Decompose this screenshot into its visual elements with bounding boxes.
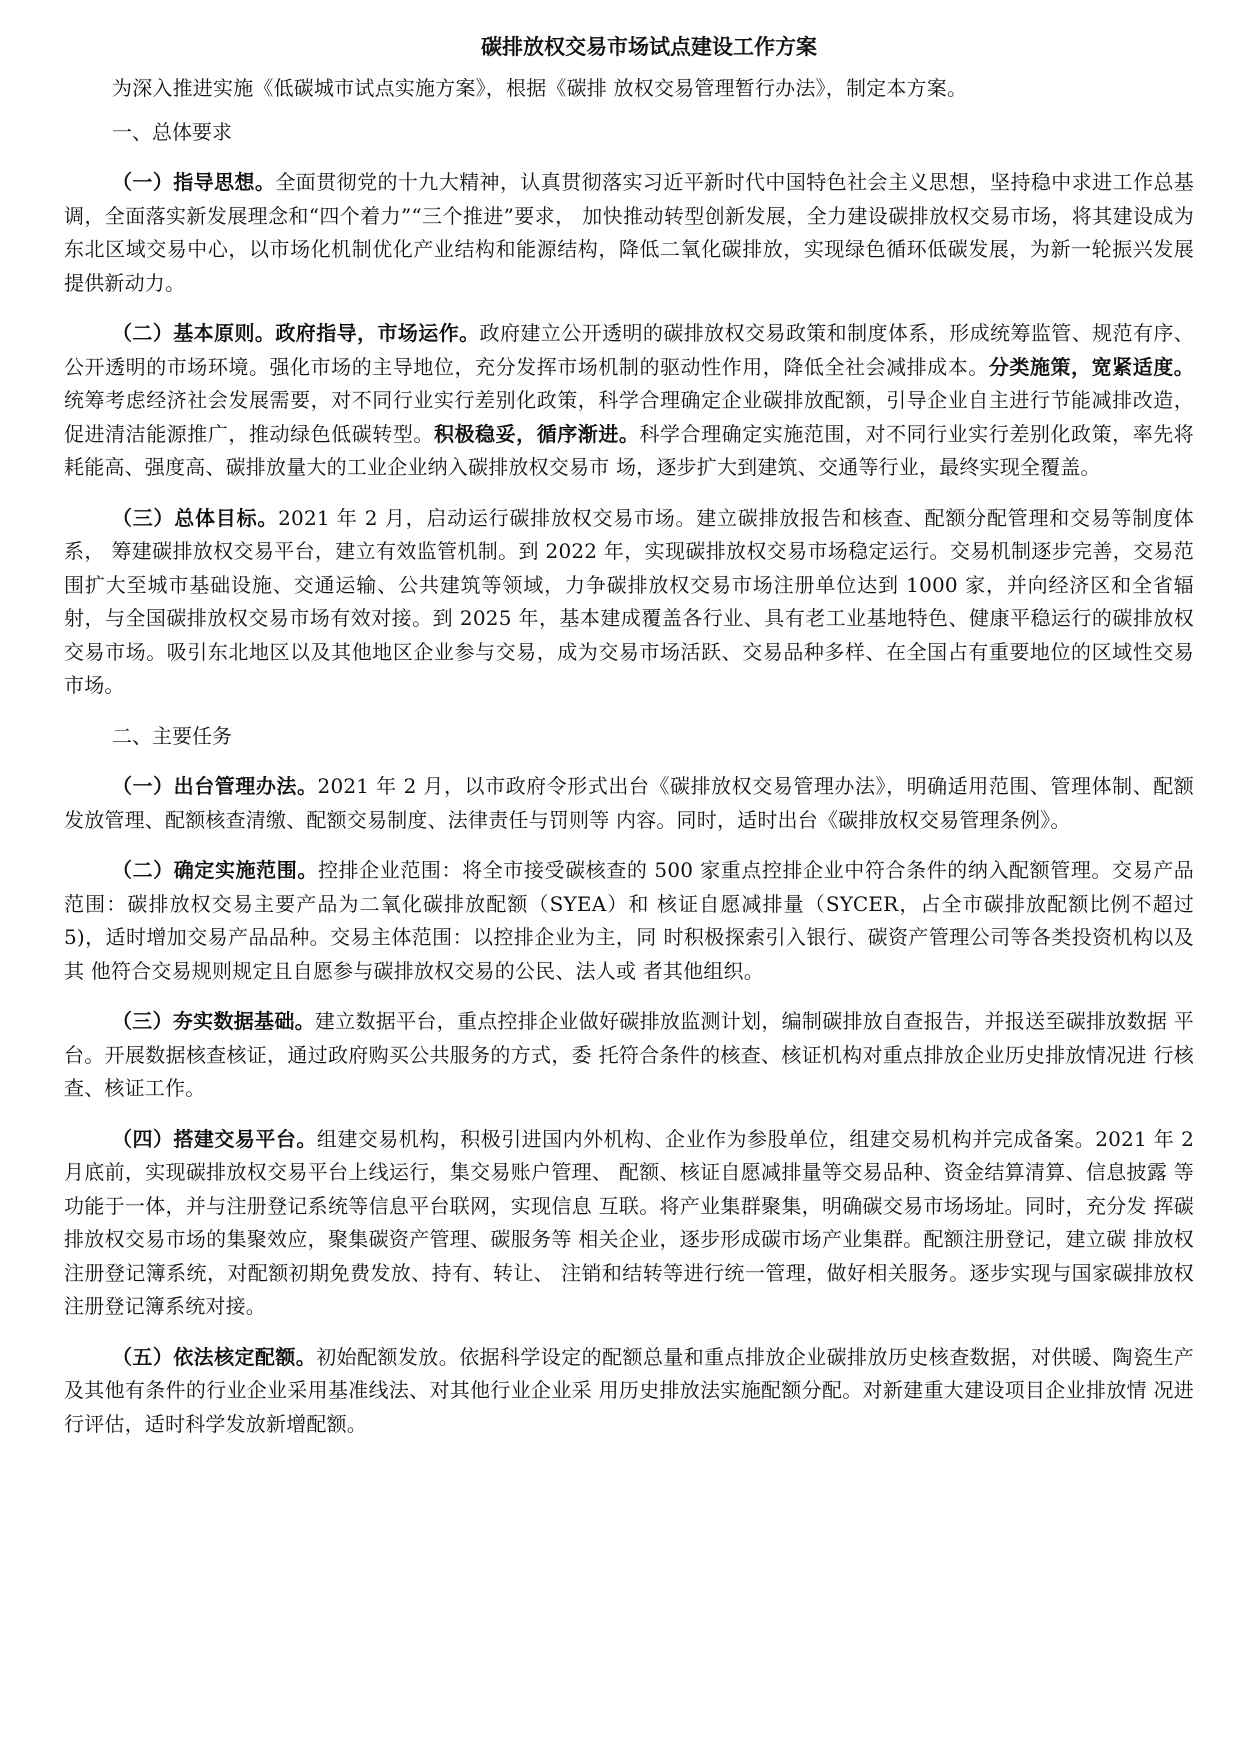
paragraph-data-foundation <box>64 1005 1194 1106</box>
paragraph-text: 建立数据平台，重点控排企业做好碳排放监测计划，编制碳排放自查报告，并报送至碳排放数据 平台。开展数据核查核证，通过政府购买公共服务的方式，委 托符合条件的核查、核证机构对重点排放企业历史排放情况进 行核查、核证工作。 <box>64 1009 1194 1100</box>
paragraph-text: 组建交易机构，积极引进国内外机构、企业作为参股单位，组建交易机构并完成备案。2021 年 2 月底前，实现碳排放权交易平台上线运行，集交易账户管理、 配额、核证自愿减排量等交易品种、资金结算清算、信息披露 等功能于一体，并与注册登记系统等信息平台联网，实现信息 互联。将产业集群聚集，明确碳交易市场场址。同时，充分发 挥碳排放权交易市场的集聚效应，聚集碳资产管理、碳服务等 相关企业，逐步形成碳市场产业集群。配额注册登记，建立碳 排放权注册登记簿系统，对配额初期免费发放、持有、转让、 注销和结转等进行统一管理，做好相关服务。逐步实现与国家碳排放权注册登记簿系统对接。 <box>64 1126 1195 1318</box>
paragraph-guiding-ideology <box>64 166 1194 300</box>
paragraph-basic-principles <box>64 317 1194 485</box>
paragraph-quota-verification <box>64 1341 1194 1442</box>
paragraph-lead: （五）依法核定配额。 <box>112 1344 317 1369</box>
document-title: 碳排放权交易市场试点建设工作方案 <box>481 34 817 59</box>
paragraph-lead: （三）夯实数据基础。 <box>112 1009 315 1033</box>
paragraph-text: 2021 年 2 月，启动运行碳排放权交易市场。建立碳排放报告和核查、配额分配管理和交易等制度体系， 筹建碳排放权交易平台，建立有效监管机制。到 2022 年，实现碳排放权交易市场稳定运行。交易机制逐步完善，交易范围扩大至城市基础设施、交通运输、公共建筑等领域，力争碳排放权交易市场注册单位达到 1000 家，并向经济区和全省辐射，与全国碳排放权交易市场有效对接。到 2025 年，基本建成覆盖各行业、具有老工业基地特色、健康平稳运行的碳排放权交易市场。吸引东北地区以及其他地区企业参与交易，成为交易市场活跃、交易品种多样、在全国占有重要地位的区域性交易市场。 <box>64 505 1195 697</box>
paragraph-lead: （四）搭建交易平台。 <box>112 1126 317 1151</box>
paragraph-implementation-scope <box>64 854 1194 988</box>
paragraph-text: 全面贯彻党的十九大精神，认真贯彻落实习近平新时代中国特色社会主义思想，坚持稳中求进工作总基调，全面落实新发展理念和“四个着力”“三个推进”要求， 加快推动转型创新发展，全力建设碳排放权交易市场，将其建设成为东北区域交易中心，以市场化机制优化产业结构和能源结构，降低二氧化碳排放，实现绿色循环低碳发展，为新一轮振兴发展提供新动力。 <box>64 170 1194 295</box>
paragraph-text: 政府建立公开透明的碳排放权交易政策和制度体系，形成统筹监管、规范有序、公开透明的市场环境。强化市场的主导地位，充分发挥市场机制的驱动性作用，降低全社会减排成本。 <box>64 321 1194 379</box>
section-heading-overall-requirements: 一、总体要求 <box>112 119 232 144</box>
paragraph-text: 控排企业范围：将全市接受碳核查的 500 家重点控排企业中符合条件的纳入配额管理。交易产品范围：碳排放权交易主要产品为二氧化碳排放配额（SYEA）和 核证自愿减排量（SYCER，占全市碳排放配额比例不超过 5)，适时增加交易产品品种。交易主体范围：以控排企业为主，同 时积极探索引入银行、碳资产管理公司等各类投资机构以及其 他符合交易规则规定且自愿参与碳排放权交易的公民、法人或 者其他组织。 <box>64 858 1195 983</box>
paragraph-lead: （一）指导思想。 <box>112 170 276 194</box>
paragraph-trading-platform <box>64 1123 1194 1324</box>
paragraph-text: 统筹考虑经济社会发展需要，对不同行业实行差别化政策，科学合理确定企业碳排放配额，引导企业自主进行节能减排改造， 促进清洁能源推广，推动绿色低碳转型。 <box>64 388 1194 446</box>
paragraph-lead: 积极稳妥，循序渐进。 <box>433 421 640 446</box>
paragraph-overall-goals <box>64 502 1194 703</box>
section-heading-main-tasks: 二、主要任务 <box>112 723 232 748</box>
document-page <box>64 30 1194 1441</box>
paragraph-management-measures <box>64 770 1194 837</box>
paragraph-text: 科学合理确定实施范围，对不同行业实行差别化政策，率先将 耗能高、强度高、碳排放量大的工业企业纳入碳排放权交易市 场，逐步扩大到建筑、交通等行业，最终实现全覆盖。 <box>64 421 1194 479</box>
paragraph-lead: （二）基本原则。政府指导，市场运作。 <box>112 321 480 345</box>
paragraph-lead: （一）出台管理办法。 <box>112 774 318 798</box>
paragraph-text: 2021 年 2 月，以市政府令形式出台《碳排放权交易管理办法》，明确适用范围、管理体制、配额 发放管理、配额核查清缴、配额交易制度、法律责任与罚则等 内容。同时，适时出台《碳排放权交易管理条例》。 <box>64 774 1194 832</box>
paragraph-lead: （二）确定实施范围。 <box>112 858 318 882</box>
paragraph-lead: 分类施策，宽紧适度。 <box>988 354 1195 379</box>
paragraph-text: 初始配额发放。依据科学设定的配额总量和重点排放企业碳排放历史核查数据，对供暖、陶瓷生产及其他有条件的行业企业采用基准线法、对其他行业企业采 用历史排放法实施配额分配。对新建重大建设项目企业排放情 况进行评估，适时科学发放新增配额。 <box>64 1344 1195 1436</box>
intro-paragraph: 为深入推进实施《低碳城市试点实施方案》，根据《碳排 放权交易管理暂行办法》，制定本方案。 <box>112 76 968 100</box>
paragraph-lead: （三）总体目标。 <box>112 505 279 530</box>
